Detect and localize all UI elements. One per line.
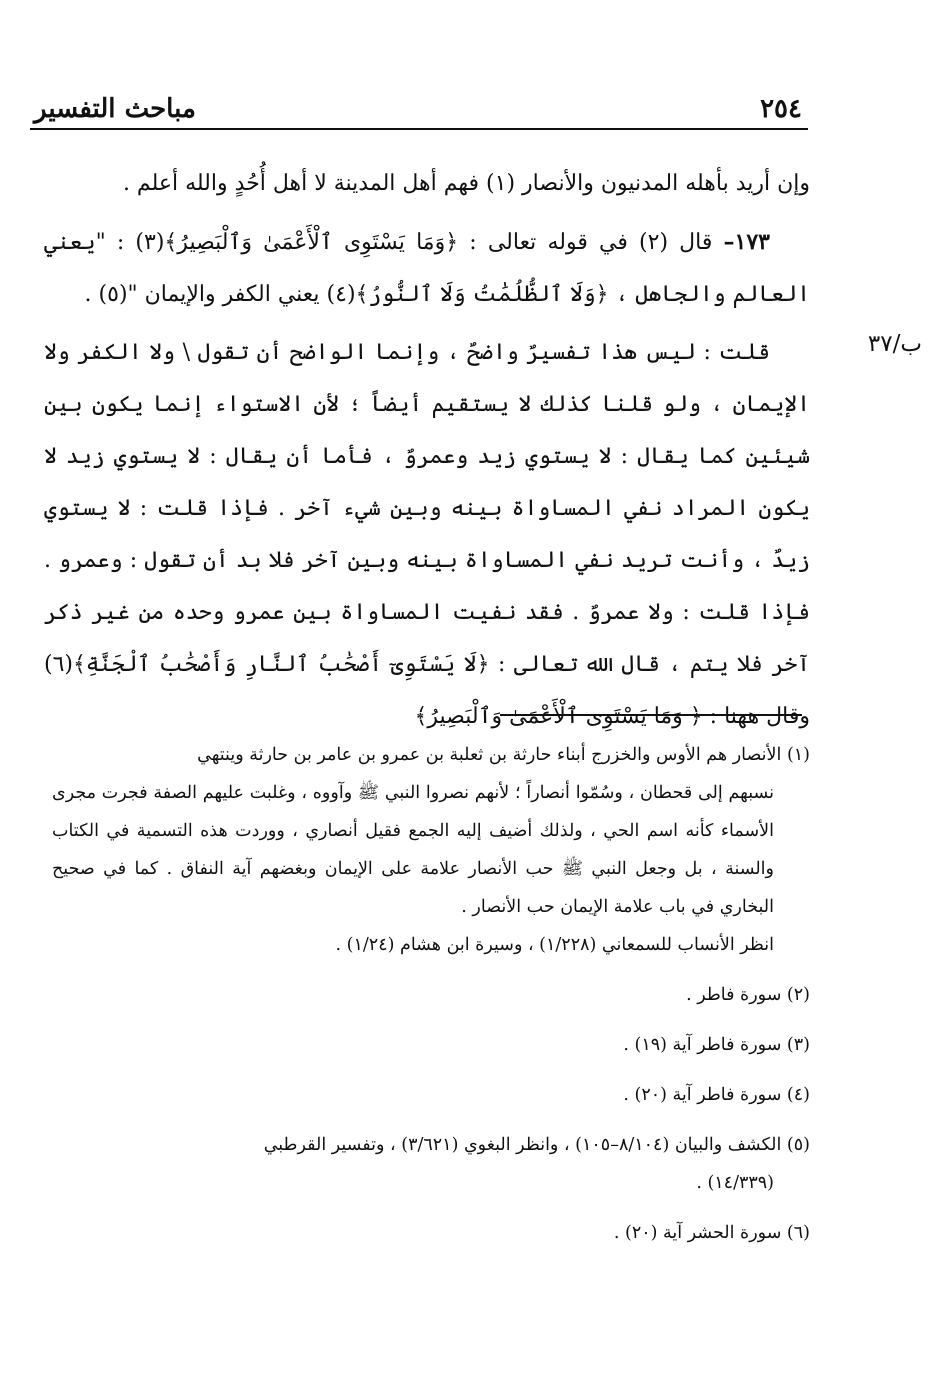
footnote-4: (٤) سورة فاطر آية (٢٠) .: [623, 1085, 810, 1105]
main-text: [44, 158, 810, 743]
manuscript-folio-note: ب/٣٧: [867, 331, 922, 357]
entry-number: ١٧٣–: [723, 229, 770, 255]
page-header: [30, 88, 808, 130]
running-title: مباحث التفسير: [34, 94, 196, 124]
footnote-6: (٦) سورة الحشر آية (٢٠) .: [613, 1223, 810, 1243]
entry-paragraph: [44, 216, 810, 321]
footnote-continuation: (١٤/٣٣٩) .: [696, 1173, 774, 1193]
footnote-continuation: نسبهم إلى قحطان ، وسُمّوا أنصاراً ؛ لأنهم نصروا النبي ﷺ وآووه ، وغلبت عليهم الصفة فجرت مجرى الأسماء كأنه اسم الحي ، ولذلك أضيف إليه الجمع فقيل أنصاري ، ووردت هذه التسمية في الكتاب والسنة ، بل وجعل النبي ﷺ حب الأنصار علامة على الإيمان وبغضهم آية النفاق . كما في صحيح البخاري في باب علامة الإيمان حب الأنصار .: [52, 783, 774, 917]
footnote-3: (٣) سورة فاطر آية (١٩) .: [623, 1035, 810, 1055]
paragraph: وإن أريد بأهله المدنيون والأنصار (١) فهم أهل المدينة لا أهل أُحُدٍ والله أعلم .: [122, 171, 810, 196]
footnotes: [52, 736, 810, 1264]
footnote-reference: انظر الأنساب للسمعاني (١/٢٢٨) ، وسيرة ابن هشام (١/٢٤) .: [335, 935, 774, 955]
footnote-separator: [500, 714, 802, 716]
commentary-paragraph: قلت : ليس هذا تفسيرٌ واضحٌ ، وإنما الواضح أن تقول \ ولا الكفر ولا الإيمان ، ولو قلنا كذلك لا يستقيم أيضاً ؛ لأن الاستواء إنما يكون بين شيئين كما يقال : لا يستوي زيد وعمروٌ ، فأما أن يقال : لا يستوي زيد لا يكون المراد نفي المساواة بينه وبين شيء آخر . فإذا قلت : لا يستوي زيدٌ ، وأنت تريد نفي المساواة بينه وبين آخر فلا بد أن تقول : وعمرو . فإذا قلت : ولا عمروٌ . فقد نفيت المساواة بين عمرو وحده من غير ذكر آخر فلا يتم ، قال الله تعالى : ﴿لَا يَسْتَوِىٓ أَصْحَٰبُ ٱلنَّارِ وَأَصْحَٰبُ ٱلْجَنَّةِ﴾(٦) وقال ههنا : ﴿ وَمَا يَسْتَوِى ٱلْأَعْمَىٰ وَٱلْبَصِيرُ﴾: [44, 340, 811, 729]
footnote-2: (٢) سورة فاطر .: [686, 985, 810, 1005]
footnote-5: [52, 1126, 810, 1202]
footnote-1: [52, 736, 810, 964]
entry-text: قال (٢) في قوله تعالى : ﴿وَمَا يَسْتَوِى ٱلْأَعْمَىٰ وَٱلْبَصِيرُ﴾(٣) : "يعني العالم والجاهل ، ﴿وَلَا ٱلظُّلُمَٰتُ وَلَا ٱلنُّورُ﴾(٤) يعني الكفر والإيمان "(٥) .: [44, 230, 810, 307]
page-number: ٢٥٤: [760, 94, 802, 124]
footnote-text: (١) الأنصار هم الأوس والخزرج أبناء حارثة بن ثعلبة بن عمرو بن عامر بن حارثة وينتهي: [197, 745, 810, 765]
footnote-text: (٥) الكشف والبيان (٨/١٠٤–١٠٥) ، وانظر البغوي (٣/٦٢١) ، وتفسير القرطبي: [263, 1135, 810, 1155]
